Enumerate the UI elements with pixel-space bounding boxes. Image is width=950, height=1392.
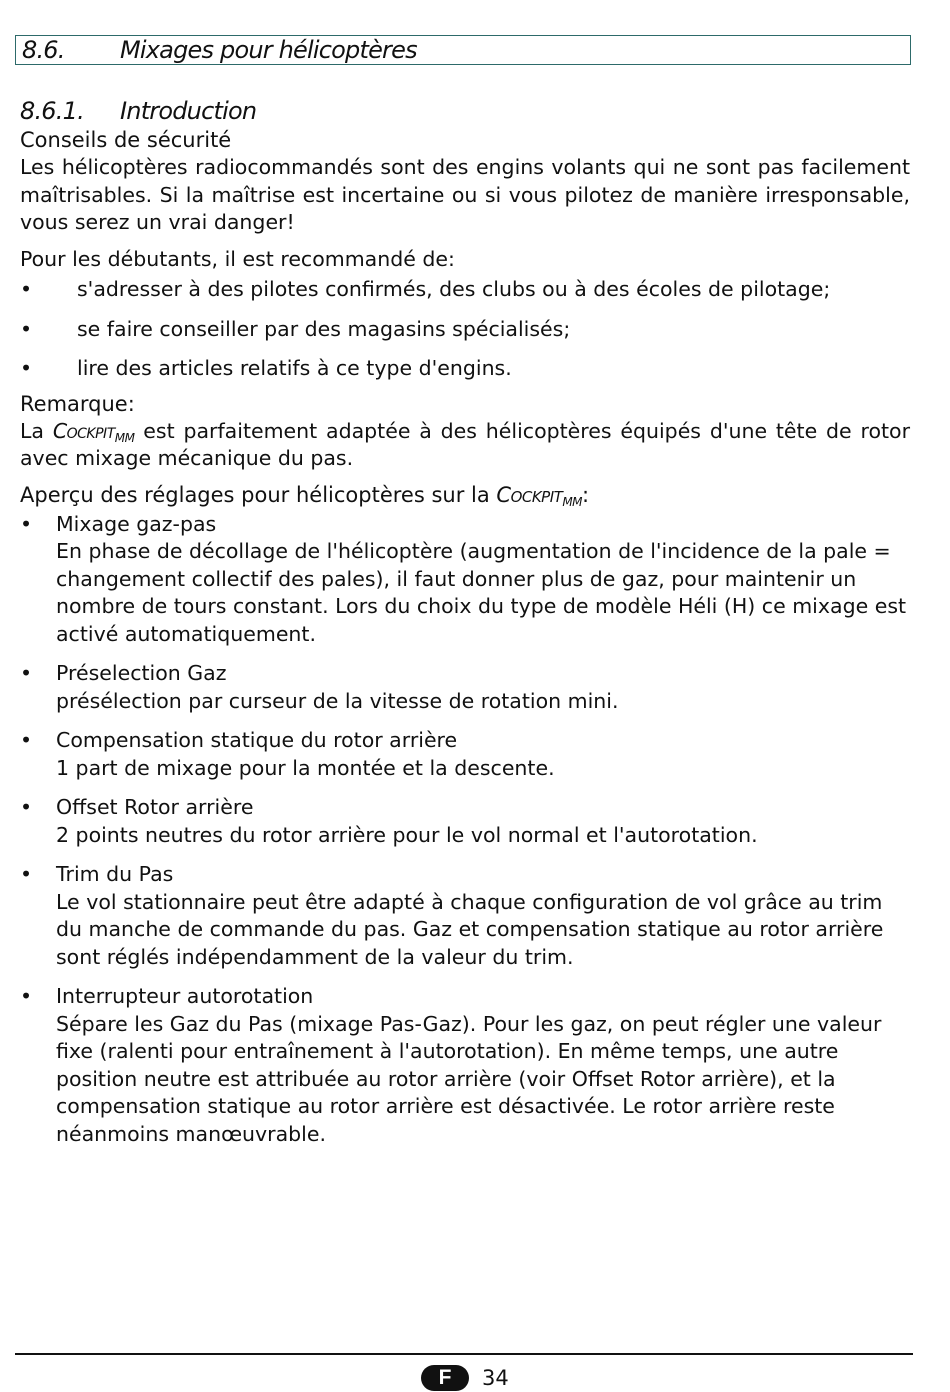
product-name: Cockpit$_{MM}$ <box>496 482 583 509</box>
language-badge: F <box>421 1365 469 1391</box>
feature-title: • Interrupteur autorotation <box>56 984 314 1008</box>
list-item: • se faire conseiller par des magasins spécialisés; <box>20 316 910 344</box>
list-item <box>20 861 910 971</box>
overview-heading: Aperçu des réglages pour hélicoptères sur la Cockpit$_{MM}$: <box>20 482 590 509</box>
list-item <box>20 983 910 1148</box>
remark-prefix: La <box>20 418 53 443</box>
footer-divider <box>15 1353 913 1355</box>
feature-title: • Compensation statique du rotor arrière <box>56 728 458 752</box>
feature-title: • Offset Rotor arrière <box>56 795 254 819</box>
feature-title: • Préselection Gaz <box>56 661 227 685</box>
product-name: Cockpit$_{MM}$ <box>52 418 135 445</box>
feature-title: • Trim du Pas <box>56 862 174 886</box>
list-item: • s'adresser à des pilotes confirmés, des clubs ou à des écoles de pilotage; <box>20 276 910 304</box>
list-item <box>20 727 910 782</box>
section-title: Mixages pour hélicoptères <box>120 36 417 64</box>
beginners-list <box>20 276 910 383</box>
list-item <box>20 660 910 715</box>
feature-description: présélection par curseur de la vitesse de rotation mini. <box>56 688 619 713</box>
overview-list <box>20 511 910 1149</box>
section-number: 8.6. <box>22 36 65 64</box>
remark-suffix: est parfaitement adaptée à des hélicoptères équipés d'une tête de rotor avec mixage mécanique du pas. <box>20 418 911 470</box>
feature-title: • Mixage gaz-pas <box>56 511 217 536</box>
page-content <box>20 127 910 1160</box>
feature-description: 1 part de mixage pour la montée et la descente. <box>56 755 555 780</box>
list-item: • lire des articles relatifs à ce type d'engins. <box>20 355 910 383</box>
remark-paragraph <box>20 418 910 473</box>
feature-description: Sépare les Gaz du Pas (mixage Pas-Gaz). Pour les gaz, on peut régler une valeur fixe (ralenti pour entraînement à l'autorotation). En même temps, une autre position neutre est attribuée au rotor arrière (voir Offset Rotor arrière), et la compensation statique au rotor arrière est désactivée. Le rotor arrière reste néanmoins manœuvrable. <box>56 1011 882 1146</box>
subsection-number: 8.6.1. <box>20 97 84 125</box>
subsection-title: Introduction <box>120 97 257 125</box>
safety-paragraph: Les hélicoptères radiocommandés sont des engins volants qui ne sont pas facilement maîtrisables. Si la maîtrise est incertaine ou si vous pilotez de manière irresponsable, vous serez un vrai danger! <box>20 155 910 234</box>
list-item <box>20 511 910 649</box>
feature-description: Le vol stationnaire peut être adapté à chaque configuration de vol grâce au trim du manche de commande du pas. Gaz et compensation statique au rotor arrière sont réglés indépendamment de la valeur du trim. <box>56 889 884 969</box>
remark-heading: Remarque: <box>20 391 135 416</box>
feature-description: 2 points neutres du rotor arrière pour le vol normal et l'autorotation. <box>56 822 758 847</box>
beginners-intro: Pour les débutants, il est recommandé de: <box>20 246 455 271</box>
feature-description: En phase de décollage de l'hélicoptère (augmentation de l'incidence de la pale = changement collectif des pales), il faut donner plus de gaz, pour maintenir un nombre de tours constant. Lors du choix du type de modèle Héli (H) ce mixage est activé automatiquement. <box>56 539 907 646</box>
list-item <box>20 794 910 849</box>
safety-heading: Conseils de sécurité <box>20 128 232 152</box>
page-number: 34 <box>482 1366 509 1390</box>
